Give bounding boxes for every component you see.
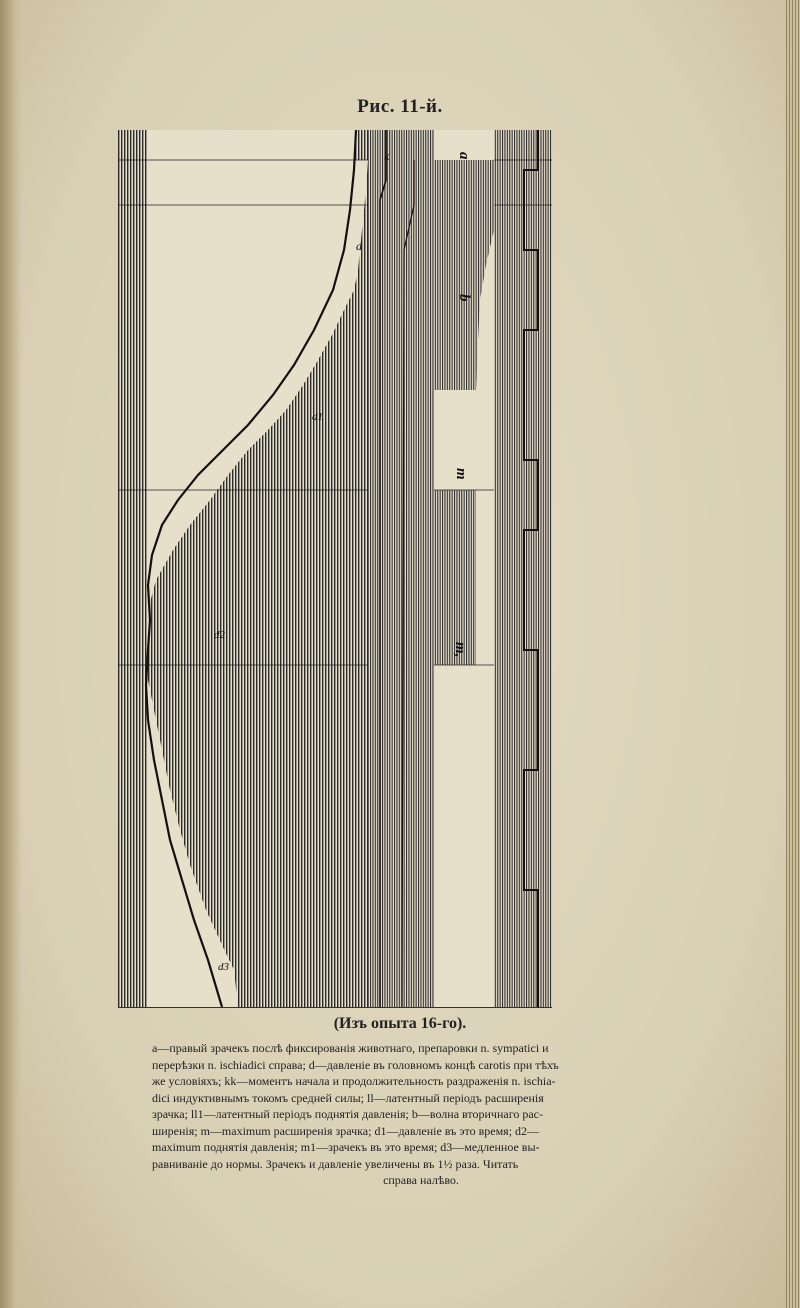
label-d1: d1 bbox=[312, 411, 323, 423]
label-d: d bbox=[356, 239, 362, 253]
pupil-wedge-m1 bbox=[434, 490, 476, 665]
caption-line: зрачка; ll1—латентный періодъ поднятія давленія; b—волна вторичнаго рас- bbox=[152, 1107, 543, 1121]
page-edge bbox=[786, 0, 800, 1308]
figure-caption bbox=[152, 1040, 690, 1189]
caption-line: a—правый зрачекъ послѣ фиксированія животнаго, препаровки n. sympatici и bbox=[152, 1041, 549, 1055]
pressure-column-d bbox=[368, 130, 434, 1007]
label-d3: d3 bbox=[218, 961, 229, 973]
caption-line: ширенія; m—maximum расширенія зрачка; d1—давленіе въ это время; d2— bbox=[152, 1123, 540, 1138]
pupil-left-band bbox=[118, 130, 148, 1007]
figure-source-note: (Изъ опыта 16-го). bbox=[333, 1015, 467, 1032]
label-k: k bbox=[384, 149, 390, 163]
caption-line: равниваніе до нормы. Зрачекъ и давленіе увеличены въ 1½ раза. Читать bbox=[152, 1156, 519, 1171]
caption-line: же условіяхъ; kk—моментъ начала и продолжительность раздраженія n. ischia- bbox=[152, 1074, 556, 1088]
page-binding-shadow bbox=[0, 0, 22, 1308]
caption-line: dici индуктивнымъ токомъ средней силы; ll—латентный періодъ расширенія bbox=[152, 1090, 544, 1105]
label-a: a bbox=[456, 152, 472, 160]
label-m: m bbox=[453, 468, 469, 480]
caption-line-last: справа налѣво. bbox=[383, 1173, 459, 1187]
figure-title: Рис. 11-й. bbox=[357, 96, 443, 117]
label-d2: d2 bbox=[214, 629, 225, 641]
caption-line: maximum поднятія давленія; m1—зрачекъ въ это время; d3—медленное вы- bbox=[152, 1140, 540, 1154]
caption-line: перерѣзки n. ischiadici справа; d—давленіе въ головномъ концѣ carotis при тѣхъ bbox=[152, 1057, 559, 1072]
label-m1: m, bbox=[452, 642, 468, 658]
pupil-pressure-recording bbox=[118, 130, 552, 1008]
label-b: b bbox=[456, 294, 472, 302]
